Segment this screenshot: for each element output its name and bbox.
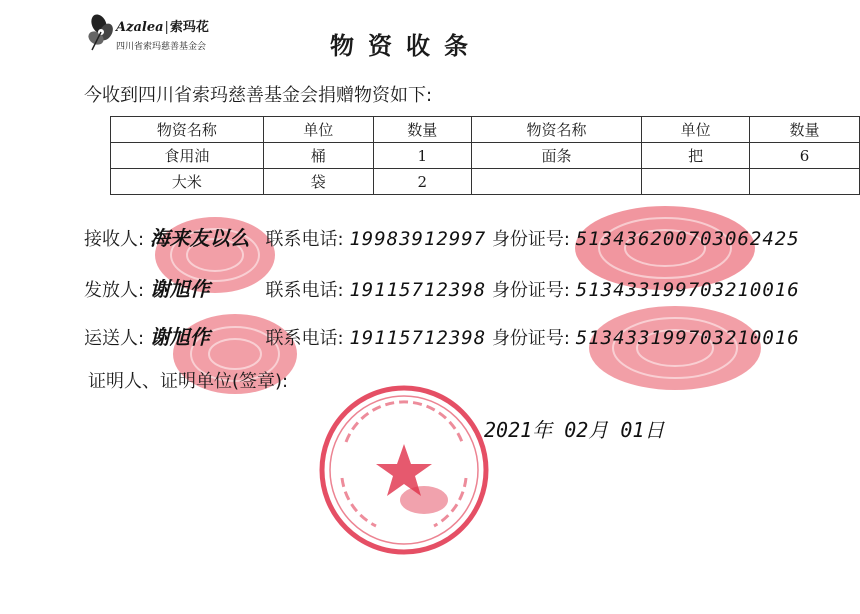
id-label: 身份证号:	[491, 280, 571, 301]
cell-unit	[642, 169, 750, 195]
receiver-line	[84, 222, 800, 251]
header-quantity-2: 数量	[750, 117, 860, 143]
cell-quantity: 1	[373, 143, 471, 169]
table-row	[111, 143, 860, 169]
cell-goods-name	[471, 169, 641, 195]
distributor-signature: 谢旭作	[149, 277, 210, 301]
header-quantity-1: 数量	[373, 117, 471, 143]
receiver-phone: 19983912997	[349, 228, 487, 250]
table-header-row	[111, 117, 860, 143]
phone-label: 联系电话:	[265, 328, 344, 349]
header-unit-2: 单位	[642, 117, 750, 143]
logo-brand: Azalea|索玛花	[116, 20, 209, 35]
azalea-flower-icon	[86, 10, 116, 54]
phone-label: 联系电话:	[265, 229, 344, 250]
foundation-logo	[86, 10, 246, 56]
receiver-signature: 海来友以么	[149, 226, 250, 250]
distributor-line	[84, 273, 800, 302]
id-label: 身份证号:	[491, 229, 571, 250]
phone-label: 联系电话:	[265, 280, 344, 301]
certifier-label: 证明人、证明单位(签章):	[88, 371, 289, 392]
cell-quantity: 2	[373, 169, 471, 195]
receiver-id: 513436200703062425	[575, 228, 800, 250]
id-label: 身份证号:	[491, 328, 571, 349]
transporter-line	[84, 321, 800, 350]
table-row	[111, 169, 860, 195]
intro-text: 今收到四川省索玛慈善基金会捐赠物资如下:	[84, 85, 433, 106]
cell-unit: 把	[642, 143, 750, 169]
goods-table	[110, 116, 860, 195]
cell-quantity: 6	[750, 143, 860, 169]
cell-unit: 袋	[263, 169, 373, 195]
header-goods-name-1: 物资名称	[111, 117, 264, 143]
header-goods-name-2: 物资名称	[471, 117, 641, 143]
cell-goods-name: 食用油	[111, 143, 264, 169]
header-unit-1: 单位	[263, 117, 373, 143]
transporter-id: 513433199703210016	[575, 327, 800, 349]
cell-unit: 桶	[263, 143, 373, 169]
official-seal-stamp	[316, 382, 492, 558]
receiver-label: 接收人:	[84, 229, 145, 250]
transporter-label: 运送人:	[84, 328, 145, 349]
fingerprint-transporter-id	[570, 296, 780, 406]
page-title: 物资收条	[330, 32, 482, 60]
distributor-phone: 19115712398	[349, 279, 487, 301]
transporter-phone: 19115712398	[349, 327, 487, 349]
cell-quantity	[750, 169, 860, 195]
transporter-signature: 谢旭作	[149, 325, 210, 349]
cell-goods-name: 面条	[471, 143, 641, 169]
distributor-label: 发放人:	[84, 280, 145, 301]
logo-org-name: 四川省索玛慈善基金会	[116, 42, 207, 52]
cell-goods-name: 大米	[111, 169, 264, 195]
distributor-id: 513433199703210016	[575, 279, 800, 301]
sign-date: 2021年 02月 01日	[484, 418, 665, 442]
